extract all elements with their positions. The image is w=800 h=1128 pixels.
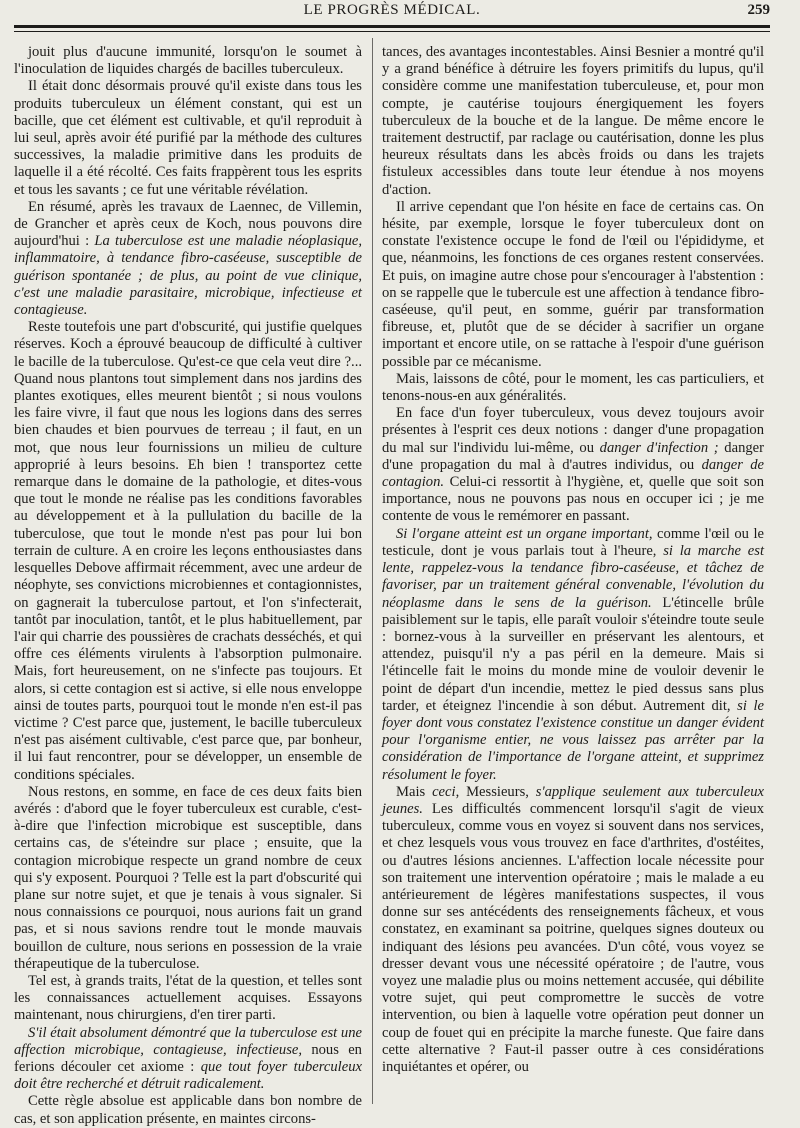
paragraph <box>14 784 362 973</box>
paragraph-text: , Messieurs, <box>455 783 536 800</box>
paragraph <box>382 784 764 1076</box>
paragraph <box>382 405 764 525</box>
page-number: 259 <box>747 2 770 18</box>
paragraph-text: comme l'œil ou le testicule, dont je vous parlais tout à l'heure, <box>382 525 764 559</box>
paragraph-text: Tel est, à grands traits, l'état de la question, et telles sont les connaissances actuellement acquises. Essayons maintenant, nous chirurgiens, d'en tirer parti. <box>14 972 362 1024</box>
paragraph <box>382 44 764 199</box>
right-column <box>382 44 764 1108</box>
emphasized-text: La tuberculose est une maladie néoplasique, inflammatoire, à tendance fibro-caséeuse, susceptible de guérison spontanée ; de plus, au point de vue clinique, c'est une maladie parasitaire, microbique, infectieuse et contagieuse. <box>14 233 362 319</box>
paragraph <box>14 44 362 78</box>
running-header <box>14 2 770 24</box>
paragraph-text: L'étincelle brûle paisiblement sur le tapis, elle paraît vouloir s'éteindre toute seule : bornez-vous à la surveiller en préservant les alentours, et attendez, puisqu'il n'y a pas péril en la demeure. Mais si l'étincelle fait le moins du monde mine de vouloir devenir le point de départ d'un incendie, mettez le pied dessus sans plus tarder, et éteignez l'incendie à son début. Autrement dit, <box>382 594 764 714</box>
emphasized-text: que tout foyer tuberculeux doit être recherché et détruit radicalement. <box>14 1058 362 1093</box>
left-column <box>14 44 362 1127</box>
emphasized-text: danger d'infection ; <box>599 439 719 456</box>
paragraph-text: Nous restons, en somme, en face de ces deux faits bien avérés : d'abord que le foyer tuberculeux est curable, c'est-à-dire que l'infection microbique est susceptible, dans certains cas, de s'éteindre sur place ; ensuite, que la contagion microbique respecte un grand nombre de ceux qui s'y exposent. Pourquoi ? Telle est la part d'obscurité qui plane sur notre sujet, et que je tenais à vous signaler. Si nous connaissions ce pourquoi, nous aurions fait un grand pas, et si nous savions rendre tout le monde mauvais bouillon de culture, nous serions en possession de la vraie thérapeutique de la tuberculose. <box>14 783 362 972</box>
paragraph-text: Il arrive cependant que l'on hésite en face de certains cas. On hésite, par exemple, lorsque le foyer tuberculeux dont on constate l'existence occupe le fond de l'œil ou l'épididyme, et que, néanmoins, les fonctions de ces organes restent conservées. Et puis, on imagine autre chose pour s'encourager à l'abstention : on se rappelle que le tubercule est une affection à tendance fibro-caséeuse, qu'il peut, en somme, guérir par transformation fibreuse, et, plutôt que de se décider à sacrifier un organe important et encore utile, on se rattache à l'espoir d'une guérison possible par ce mécanisme. <box>382 198 764 370</box>
emphasized-text: s'applique seulement aux tuberculeux jeunes. <box>382 783 764 817</box>
paragraph <box>382 526 764 784</box>
paragraph-text: danger d'une propagation du mal à d'autres individus, ou <box>382 439 765 473</box>
paragraph-text: Celui-ci ressortit à l'hygiène, et, quelle que soit son importance, nous ne pouvons pas nous en occuper ici ; je me contente de vous le remémorer en passant. <box>382 474 764 525</box>
paragraph-text: Les difficultés commencent lorsqu'il s'agit de vieux tuberculeux, comme vous en voyez si souvent dans nos services, et chez lesquels vous vous trouvez en face d'arthrites, d'ostéites, ou d'autres lésions anciennes. L'affection locale nécessite pour son traitement une intervention opératoire ; mais le malade a eu antérieurement de légères manifestations suspectes, il vous donne sur ses antécédents des renseignements fâcheux, et vous constatez, en examinant sa poitrine, quelques signes douteux ou indiquant des lésions peu avancées. D'un côté, vous voyez se dresser devant vous une nécessité opératoire ; de l'autre, vous voyez une maladie plus ou moins nettement accusée, qui débilite votre sujet, qui peut compromettre le succès de votre intervention, ou bien à laquelle votre opération peut donner un coup de fouet qui en précipite la marche funeste. Que faire dans cette alternative ? Faut-il passer outre à ces considérations inquiétantes et opérer, ou <box>382 800 764 1075</box>
paragraph-text: Il était donc désormais prouvé qu'il existe dans tous les produits tuberculeux un élément constant, qui est un bacille, que cet élément est cultivable, et qu'il reproduit à lui seul, après avoir été purifié par la méthode des cultures successives, la maladie primitive dans les produits de laquelle il a été récolté. Ces faits frappèrent tous les esprits et tous les savants ; ce fut une véritable révélation. <box>14 78 362 198</box>
paragraph <box>14 973 362 1025</box>
emphasized-text: Si l'organe atteint est un organe important, <box>396 525 653 542</box>
paragraph-text: tances, des avantages incontestables. Ainsi Besnier a montré qu'il y a grand bénéfice à détruire les foyers primitifs du lupus, qu'il considère comme une manifestation tuberculeuse, et, pour mon compte, je cautérise toujours énergiquement les foyers tuberculeux de la bouche et de la langue. De même encore le traitement destructif, par raclage ou cautérisation, donne les plus heureux résultats dans les abcès froids ou dans les trajets fistuleux accessibles dans toute leur étendue à nos moyens d'action. <box>382 44 764 198</box>
paragraph <box>14 1025 362 1094</box>
emphasized-text: si le foyer dont vous constatez l'existence constitue un danger évident pour l'organisme entier, ne vous laissez pas arrêter par la considération de l'importance de l'organe atteint, et supprimez résolument le foyer. <box>382 697 764 783</box>
header-rule-thin <box>14 31 770 32</box>
paragraph-text: nous en ferions découler cet axiome : <box>14 1041 362 1075</box>
paragraph <box>14 199 362 319</box>
emphasized-text: S'il était absolument démontré que la tuberculose est une affection microbique, contagieuse, infectieuse, <box>14 1024 362 1058</box>
journal-title: LE PROGRÈS MÉDICAL. <box>303 2 481 18</box>
emphasized-text: ceci <box>432 783 456 800</box>
paragraph-text: Cette règle absolue est applicable dans bon nombre de cas, et son application présente, en maintes circons- <box>14 1093 362 1127</box>
paragraph-text: Mais <box>396 783 433 800</box>
paragraph <box>14 78 362 198</box>
paragraph <box>382 371 764 405</box>
paragraph-text: Mais, laissons de côté, pour le moment, les cas particuliers, et tenons-nous-en aux généralités. <box>382 370 764 405</box>
emphasized-text: si la marche est lente, rappelez-vous la tendance fibro-caséeuse, et tâchez de favoriser, par un traitement général convenable, l'évolution du néoplasme dans le sens de la guérison. <box>382 542 764 611</box>
column-divider <box>372 38 373 1104</box>
paragraph <box>14 319 362 783</box>
header-rule-thick <box>14 25 770 28</box>
paragraph-text: Reste toutefois une part d'obscurité, qui justifie quelques réserves. Koch a éprouvé beaucoup de difficulté à cultiver le bacille de la tuberculose. Qu'est-ce que cela veut dire ?... Quand nous plantons tout simplement dans nos jardins des plantes exotiques, elles meurent bientôt ; si nous voulons les faire vivre, il faut que nous les logions dans des serres bien chaudes et bien pourvues de terreau ; il faut, en un mot, que nous leur fournissions un milieu de culture approprié à leurs besoins. Eh bien ! transportez cette remarque dans le domaine de la pathologie, et dites-vous que tout le monde ne réalise pas les conditions favorables au développement et à la pullulation du bacille de la tuberculose, que tout le monde n'est pas pour lui bon terrain de culture. A en croire les leçons enthousiastes dans lesquelles Debove affirmait récemment, avec une ardeur de néophyte, ses convictions microbiennes et contagionnistes, on gagnerait la tuberculose partout, et l'on s'infecterait, tantôt par inoculation, tantôt, et le plus habituellement, par l'air qui charrie des poussières de crachats desséchés, et qui offre ces éléments virulents à l'absorption pulmonaire. Mais, fort heureusement, on ne s'infecte pas toujours. Et alors, si cette contagion est si active, si elle nous enveloppe ainsi de toutes parts, pourquoi tout le monde n'en est-il pas victime ? C'est parce que, justement, le bacille tuberculeux n'est pas aisément cultivable, c'est parce que, par bonheur, il lui faut rencontrer, pour se développer, un ensemble de conditions spéciales. <box>14 319 362 783</box>
emphasized-text: danger de contagion. <box>382 456 764 491</box>
paragraph <box>382 199 764 371</box>
paragraph-text: En face d'un foyer tuberculeux, vous devez toujours avoir présentes à l'esprit ces deux notions : danger d'une propagation du mal sur l'individu lui-même, ou <box>382 405 764 456</box>
paragraph-text: jouit plus d'aucune immunité, lorsqu'on le soumet à l'inoculation de liquides chargés de bacilles tuberculeux. <box>14 44 362 78</box>
paragraph <box>14 1093 362 1127</box>
paragraph-text: En résumé, après les travaux de Laennec, de Villemin, de Grancher et après ceux de Koch, nous pouvons dire aujourd'hui : <box>14 198 362 250</box>
